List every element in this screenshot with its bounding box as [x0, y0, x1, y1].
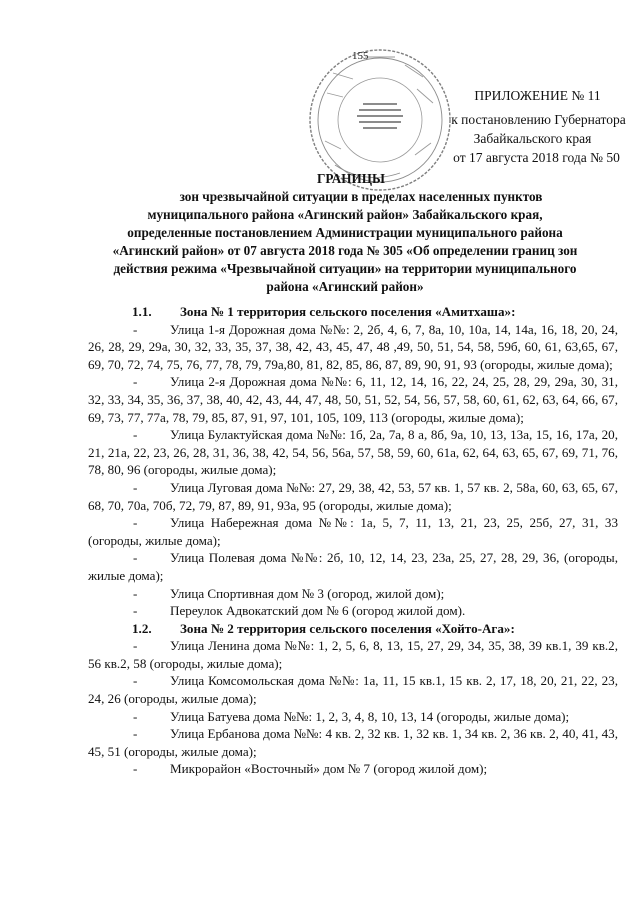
list-dash: - [133, 427, 138, 443]
list-dash: - [133, 585, 138, 601]
page-number: 155 [352, 50, 369, 62]
title-line: определенные постановлением Администрации муниципального района [127, 225, 563, 240]
section-title: Зона № 1 территория сельского поселения «Амитхаша»: [180, 304, 516, 319]
list-item-text: Улица Луговая дома №№: 27, 29, 38, 42, 53, 57 кв. 1, 57 кв. 2, 58а, 60, 63, 65, 67, 68, 70, 70а, 70б, 72, 79, 87, 89, 91, 93а, 95 (огороды, жилые дома); [88, 479, 618, 513]
list-item-text: Улица Булактуйская дома №№: 1б, 2а, 7а, 8 а, 8б, 9а, 10, 13, 13а, 15, 16, 17а, 20, 21, 21а, 22, 23, 26, 28, 31, 36, 38, 42, 54, 56, 56а, 57, 58, 59, 60, 61а, 62, 64, 63, 65, 67, 69, 71, 76, 78, 80, 96 (огороды, жилые дома); [88, 427, 618, 478]
list-item-text: Улица 2-я Дорожная дома №№: 6, 11, 12, 14, 16, 22, 24, 25, 28, 29, 29а, 30, 31, 32, 33, 34, 35, 36, 37, 38, 40, 42, 43, 44, 47, 48, 50, 51, 52, 54, 56, 57, 58, 60, 61, 62, 63, 64, 66, 67, 69, 73, 77, 77а, 78, 79, 85, 87, 91, 97, 101, 105, 109, 113 (огороды, жилые дома); [88, 374, 618, 425]
appendix-line: к постановлению Губернатора [451, 112, 626, 127]
list-item [88, 585, 618, 603]
list-item-text: Микрорайон «Восточный» дом № 7 (огород жилой дом); [170, 761, 488, 777]
appendix-block [425, 86, 640, 167]
list-dash: - [133, 761, 138, 777]
appendix-line: Забайкальского края [473, 131, 592, 146]
list-item [88, 708, 618, 726]
title-line: района «Агинский район» [266, 279, 424, 294]
title-line: муниципального района «Агинский район» Забайкальского края, [147, 207, 543, 222]
list-dash: - [133, 638, 138, 654]
section-title: Зона № 2 территория сельского поселения «Хойто-Ага»: [180, 620, 515, 636]
list-item [88, 514, 618, 549]
list-item-text: Улица Спортивная дом № 3 (огород, жилой дом); [170, 585, 445, 601]
list-item-text: Улица Ербанова дома №№: 4 кв. 2, 32 кв. 1, 32 кв. 1, 34 кв. 2, 36 кв. 2, 40, 41, 43, 45, 51 (огороды, жилые дома); [88, 726, 618, 759]
section-heading [88, 620, 618, 638]
title-line: «Агинский район» от 07 августа 2018 года № 305 «Об определении границ зон [112, 243, 578, 258]
title-line: действия режима «Чрезвычайной ситуации» на территории муниципального [113, 261, 577, 276]
list-item [88, 479, 618, 514]
list-item [88, 426, 618, 479]
list-item-text: Улица Ленина дома №№: 1, 2, 5, 6, 8, 13, 15, 27, 29, 34, 35, 38, 39 кв.1, 39 кв.2, 56 кв.2, 58 (огороды, жилые дома); [88, 638, 618, 671]
title-heading: ГРАНИЦЫ [316, 171, 385, 186]
list-item-text: Улица Полевая дома №№: 2б, 10, 12, 14, 23, 23а, 25, 27, 28, 29, 36, (огороды, жилые дома); [88, 550, 618, 583]
list-item [88, 672, 618, 707]
section-heading [88, 303, 618, 321]
list-item-text: Улица Комсомольская дома №№: 1а, 11, 15 кв.1, 15 кв. 2, 17, 18, 20, 21, 22, 23, 24, 26 (огороды, жилые дома); [88, 673, 618, 707]
appendix-title: ПРИЛОЖЕНИЕ № 11 [474, 88, 601, 103]
title-line: зон чрезвычайной ситуации в пределах населенных пунктов [179, 189, 543, 204]
list-dash: - [133, 515, 138, 531]
list-item [88, 760, 618, 778]
list-item-text: Переулок Адвокатский дом № 6 (огород жилой дом). [170, 603, 466, 619]
list-item [88, 321, 618, 374]
list-dash: - [133, 726, 138, 742]
list-item-text: Улица 1-я Дорожная дома №№: 2, 2б, 4, 6, 7, 8а, 10, 10а, 14, 14а, 16, 18, 20, 24, 26, 28, 29, 29а, 30, 32, 33, 35, 37, 38, 42, 43, 45, 47, 48 ,49, 50, 51, 54, 58, 59б, 60, 61, 63,65, 67, 69, 70, 72, 74, 75, 76, 77, 78, 79, 79а,80, 81, 82, 85, 86, 87, 89, 90, 91, 93 (огороды, жилые дома); [88, 321, 618, 372]
list-dash: - [133, 673, 138, 689]
document-title [75, 170, 615, 296]
list-dash: - [133, 603, 138, 619]
section-number: 1.1. [132, 304, 152, 319]
list-item [88, 549, 618, 584]
document-body [88, 303, 618, 778]
appendix-line: от 17 августа 2018 года № 50 [453, 150, 620, 165]
list-item-text: Улица Набережная дома №№: 1а, 5, 7, 11, 13, 21, 23, 25, 25б, 27, 31, 33 (огороды, жилые дома); [88, 515, 618, 548]
list-item-text: Улица Батуева дома №№: 1, 2, 3, 4, 8, 10, 13, 14 (огороды, жилые дома); [170, 708, 570, 724]
list-item [88, 637, 618, 672]
list-item [88, 725, 618, 760]
list-item [88, 373, 618, 426]
list-dash: - [133, 550, 138, 566]
list-dash: - [133, 321, 138, 337]
list-dash: - [133, 479, 138, 495]
list-dash: - [133, 374, 138, 390]
list-dash: - [133, 708, 138, 724]
list-item [88, 602, 618, 620]
section-number: 1.2. [132, 620, 152, 636]
